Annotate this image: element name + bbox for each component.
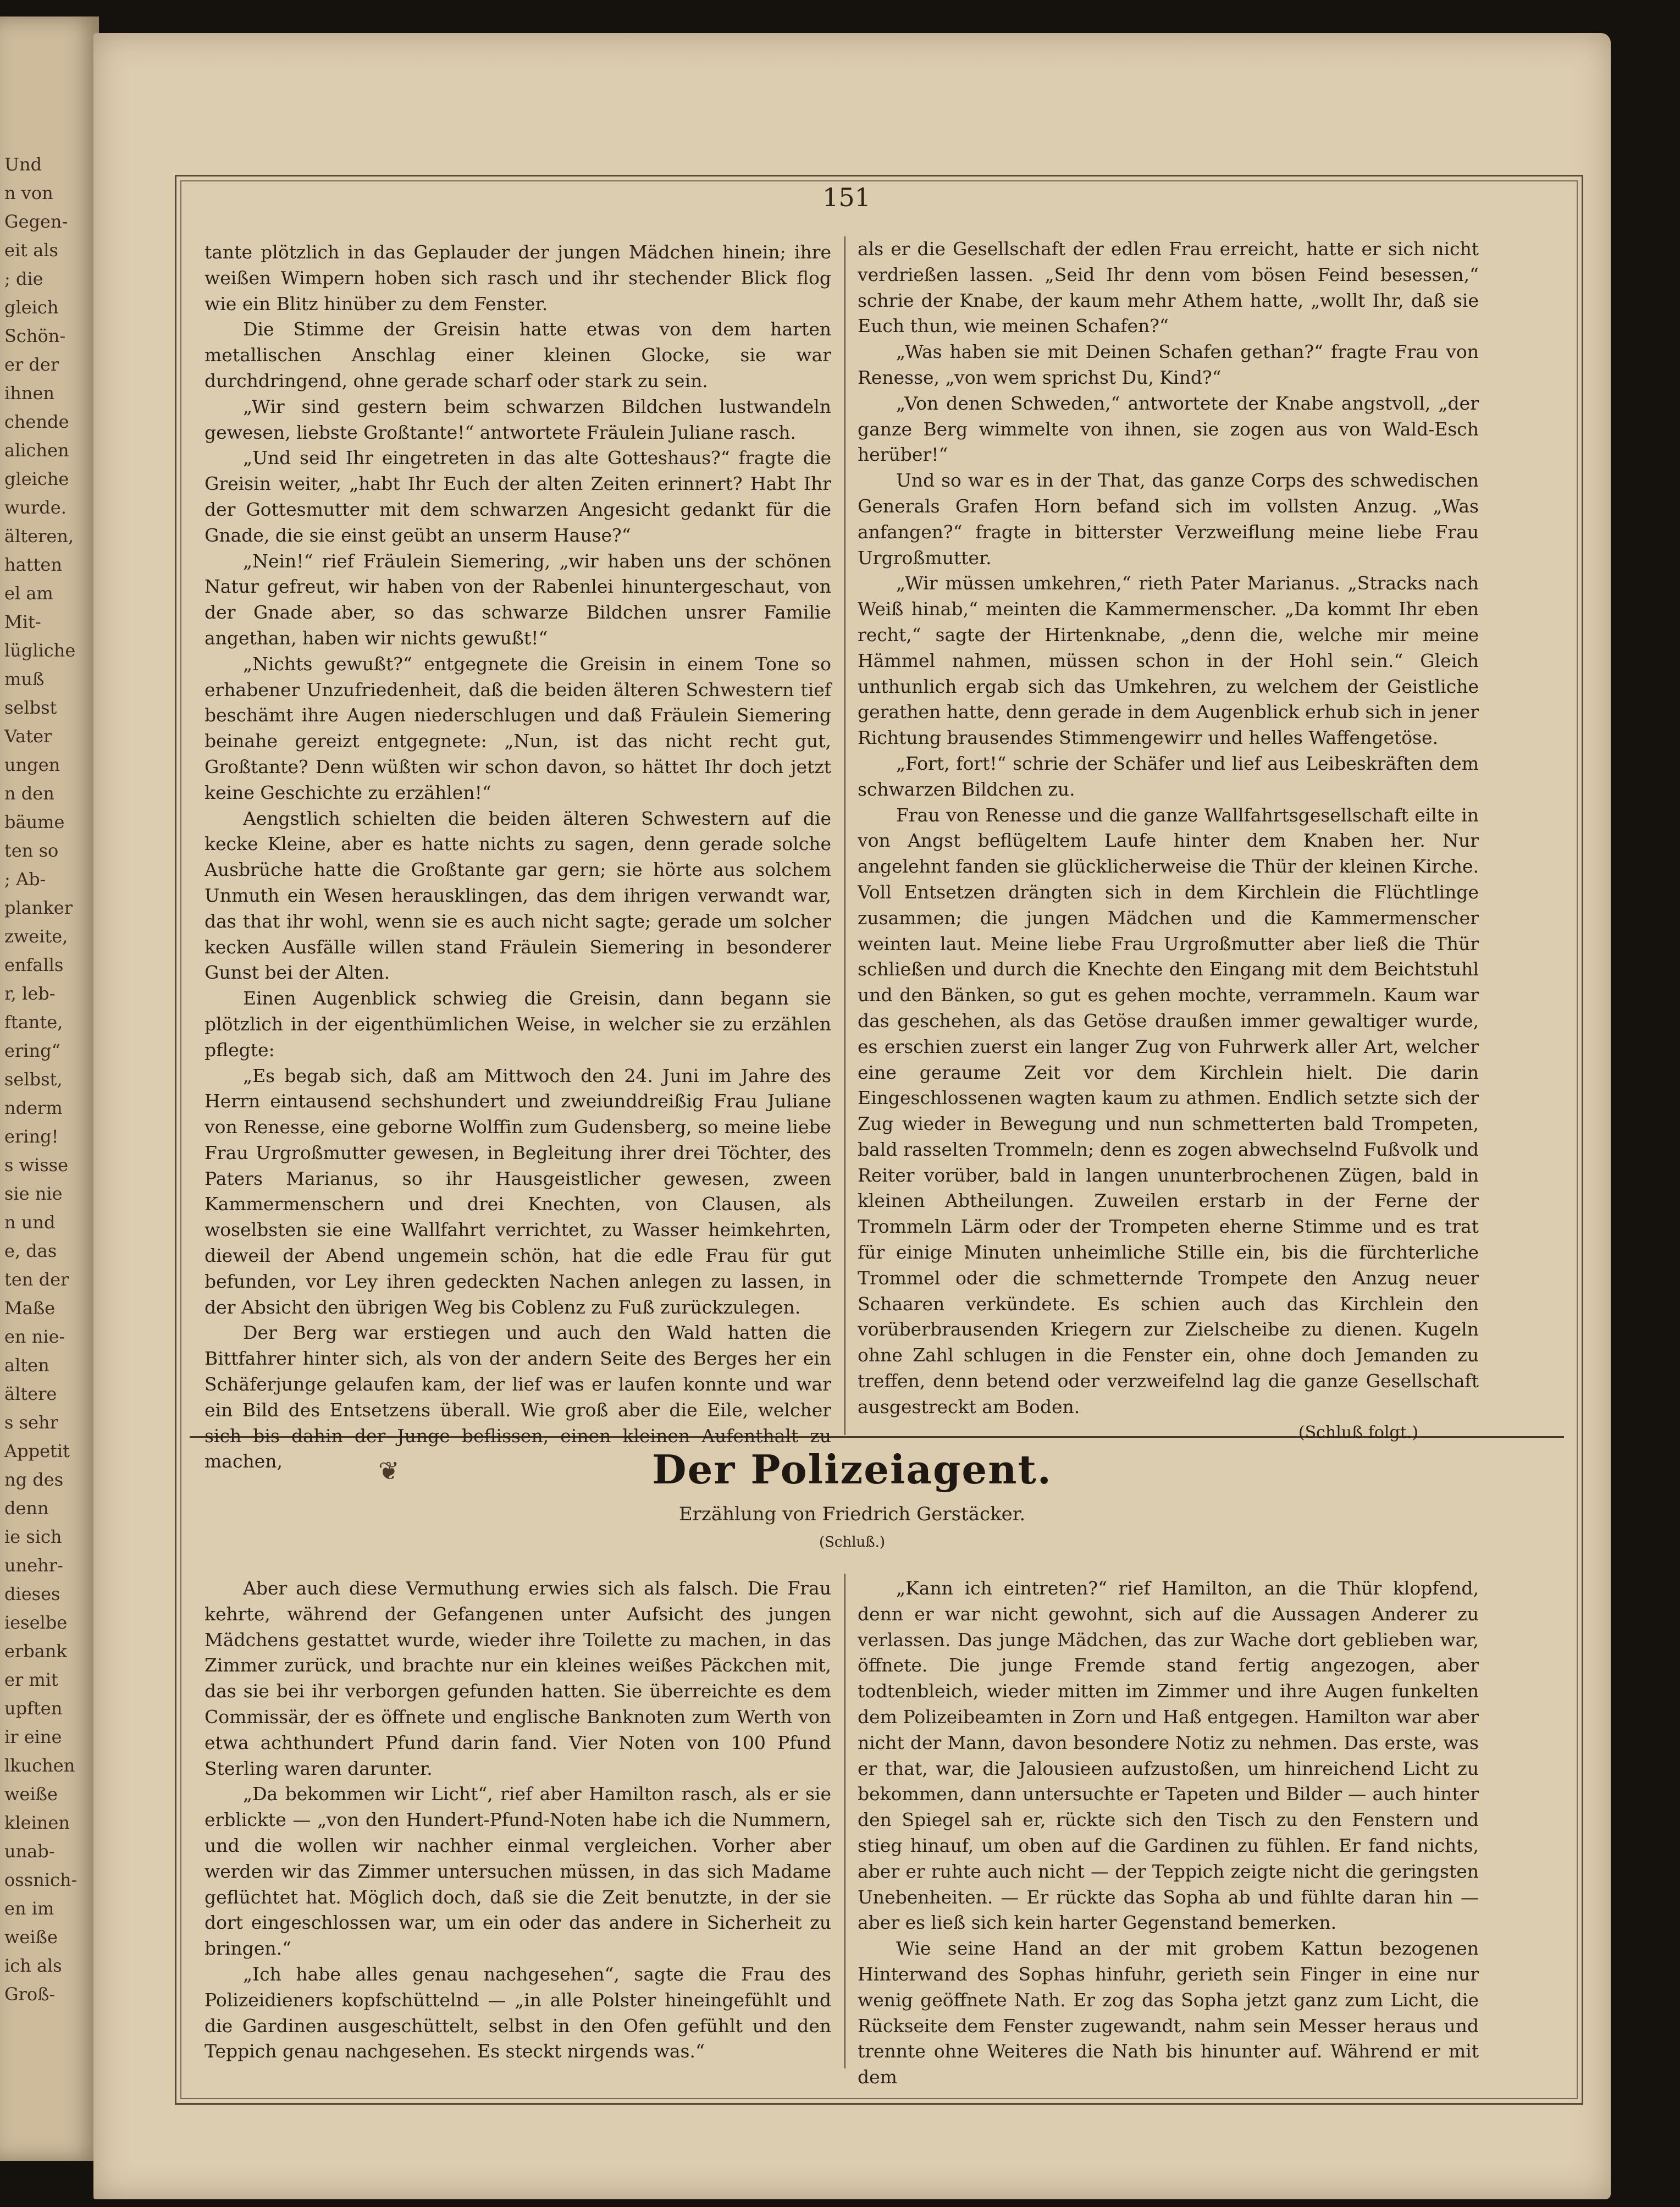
facing-page-fragment: ungen: [4, 754, 60, 775]
facing-page-fragment: kleinen: [4, 1812, 70, 1833]
facing-page-fragment: ng des: [4, 1469, 64, 1490]
facing-page-fragment: muß: [4, 669, 45, 689]
facing-page-fragment: gleiche: [4, 468, 69, 489]
paragraph: „Was haben sie mit Deinen Schafen gethan?“ fragte Frau von Renesse, „von wem sprichst Du, Kind?“: [858, 341, 1479, 388]
facing-page-fragment: sie nie: [4, 1183, 63, 1204]
facing-page-fragment: n den: [4, 783, 54, 804]
facing-page-fragment: upften: [4, 1698, 63, 1719]
facing-page-fragment: Vater: [4, 726, 52, 747]
facing-page-fragment: e, das: [4, 1240, 57, 1261]
paragraph: Einen Augenblick schwieg die Greisin, dann begann sie plötzlich in der eigenthümlichen Weise, in welcher sie zu erzählen pflegte:: [205, 987, 831, 1061]
paragraph: „Ich habe alles genau nachgesehen“, sagte die Frau des Polizeidieners kopfschüttelnd — „in alle Polster hineingefühlt und die Gardinen ausgeschüttelt, selbst in den Ofen gefühlt und den Teppich genau nachgesehen. Es steckt nirgends was.“: [205, 1963, 831, 2062]
facing-page-fragment: chende: [4, 411, 69, 432]
facing-page-fragment: ie sich: [4, 1526, 62, 1547]
facing-page-fragment: ering“: [4, 1040, 60, 1061]
facing-page-fragment: Und: [4, 154, 42, 175]
facing-page-fragment: ten der: [4, 1269, 69, 1290]
paragraph: „Nein!“ rief Fräulein Siemering, „wir haben uns der schönen Natur gefreut, wir haben von der Rabenlei hinuntergeschaut, von der Gnade aber, so das schwarze Bildchen unsrer Familie angethan, haben wir nichts gewußt!“: [205, 550, 831, 649]
facing-page-fragment: unab-: [4, 1841, 55, 1862]
facing-page-fragment: Appetit: [4, 1441, 70, 1461]
facing-page-fragment: zweite,: [4, 926, 68, 947]
facing-page-fragment: er mit: [4, 1669, 58, 1690]
facing-page-fragment: ering!: [4, 1126, 59, 1147]
article-part: (Schluß.): [819, 1534, 886, 1551]
facing-page-fragment: lügliche: [4, 640, 76, 661]
paragraph: Frau von Renesse und die ganze Wallfahrtsgesellschaft eilte in von Angst beflügeltem Laufe hinter dem Knaben her. Nur angelehnt fanden sie glücklicherweise die Thür der kleinen Kirche. Voll Entsetzen drängten sich in dem Kirchlein die Flüchtlinge zusammen; die jungen Mädchen und die Kammermenscher weinten laut. Meine liebe Frau Urgroßmutter aber ließ die Thür schließen und durch die Knechte den Eingang mit dem Beichtstuhl und den Bänken, so gut es gehen mochte, verrammeln. Kaum war das geschehen, als das Getöse draußen immer gewaltiger wurde, es erschien zuerst ein langer Zug von Fuhrwerk aller Art, welcher eine geraume Zeit vor dem Kirchlein hielt. Die darin Eingeschlossenen wagten kaum zu athmen. Endlich setzte sich der Zug wieder in Bewegung und nun schmetterten bald Trompeten, bald rasselten Trommeln; denn es zogen abwechselnd Fußvolk und Reiter vorüber, bald in langen ununterbrochenen Zügen, bald in kleinen Abtheilungen. Zuweilen erstarb in der Ferne der Trommeln Lärm oder der Trompeten eherne Stimme und es trat für einige Minuten unheimliche Stille ein, bis die fürchterliche Trommel oder die schmetternde Trompete den Anzug neuer Schaaren verkündete. Es schien auch das Kirchlein den vorüberbrausenden Kriegern zur Zielscheibe zu dienen. Kugeln ohne Zahl schlugen in die Fenster ein, ohne doch Jemanden zu treffen, denn betend oder verzweifelnd lag die ganze Gesellschaft ausgestreckt am Boden.: [858, 804, 1479, 1417]
facing-page-fragment: unehr-: [4, 1555, 63, 1576]
facing-page-fragment: hatten: [4, 554, 62, 575]
facing-page-fragment: weiße: [4, 1927, 58, 1947]
story2-left-column: [205, 1576, 831, 2065]
facing-page-fragment: alichen: [4, 440, 69, 461]
facing-page-fragment: Schön-: [4, 325, 66, 346]
facing-page-fragment: Groß-: [4, 1984, 56, 2005]
ornament-mark: ❦: [378, 1456, 400, 1486]
paragraph: „Von denen Schweden,“ antwortete der Knabe angstvoll, „der ganze Berg wimmelte von ihnen, sie zogen aus von Wald-Esch herüber!“: [858, 392, 1479, 466]
facing-page-fragment: denn: [4, 1498, 49, 1519]
facing-page-fragment: enfalls: [4, 954, 64, 975]
facing-page-edge: [0, 16, 99, 2161]
facing-page-fragment: Gegen-: [4, 211, 68, 232]
facing-page-fragment: er der: [4, 354, 59, 375]
facing-page-fragment: Maße: [4, 1298, 56, 1318]
facing-page-fragment: n und: [4, 1212, 56, 1233]
facing-page-fragment: ich als: [4, 1955, 62, 1976]
facing-page-fragment: s wisse: [4, 1155, 68, 1176]
facing-page-fragment: lkuchen: [4, 1755, 75, 1776]
column-divider-bottom: [844, 1574, 845, 2068]
story1-right-column: [858, 236, 1479, 1445]
facing-page-fragment: bäume: [4, 812, 65, 832]
facing-page-fragment: dieses: [4, 1583, 60, 1604]
paragraph: „Fort, fort!“ schrie der Schäfer und lief aus Leibeskräften dem schwarzen Bildchen zu.: [858, 752, 1479, 800]
page-number: 151: [822, 183, 871, 212]
facing-page-fragment: n von: [4, 183, 53, 203]
column-divider-top: [844, 236, 845, 1435]
paragraph: „Kann ich eintreten?“ rief Hamilton, an die Thür klopfend, denn er war nicht gewohnt, sich auf die Aussagen Anderer zu verlassen. Das junge Mädchen, das zur Wache dort geblieben war, öffnete. Die junge Fremde stand fertig angezogen, aber todtenbleich, wieder mitten im Zimmer und ihre Augen funkelten dem Polizeibeamten in Zorn und Haß entgegen. Hamilton war aber nicht der Mann, davon besondere Notiz zu nehmen. Das erste, was er that, war, die Jalousieen aufzustoßen, um hinreichend Licht zu bekommen, dann untersuchte er Tapeten und Bilder — auch hinter den Spiegel sah er, rückte sich den Tisch zu den Fenstern und stieg hinauf, um oben auf die Gardinen zu fühlen. Er fand nichts, aber er ruhte auch nicht — der Teppich zeigte nicht die geringsten Unebenheiten. — Er rückte das Sopha ab und fühlte daran hin — aber es ließ sich kein harter Gegenstand bemerken.: [858, 1577, 1479, 1934]
facing-page-fragment: ossnich-: [4, 1869, 78, 1890]
paragraph: tante plötzlich in das Geplauder der jungen Mädchen hinein; ihre weißen Wimpern hoben sich rasch und ihr stechender Blick flog wie ein Blitz hinüber zu dem Fenster.: [205, 241, 831, 315]
paragraph: Aber auch diese Vermuthung erwies sich als falsch. Die Frau kehrte, während der Gefangenen unter Aufsicht des jungen Mädchens gestattet wurde, wieder ihre Toilette zu machen, in das Zimmer zurück, und brachte nur ein kleines weißes Päckchen mit, das sie bei ihr verborgen gefunden hatten. Sie überreichte es dem Commissär, der es öffnete und englische Banknoten zum Werth von etwa achthundert Pfund darin fand. Vier Noten von 100 Pfund Sterling waren darunter.: [205, 1577, 831, 1779]
facing-page-fragment: selbst,: [4, 1069, 63, 1090]
facing-page-fragment: s sehr: [4, 1412, 58, 1433]
paragraph: Die Stimme der Greisin hatte etwas von dem harten metallischen Anschlag einer kleinen Glocke, sie war durchdringend, ohne gerade scharf oder stark zu sein.: [205, 318, 831, 391]
paragraph: als er die Gesellschaft der edlen Frau erreicht, hatte er sich nicht verdrießen lassen. „Seid Ihr denn vom bösen Feind besessen,“ schrie der Knabe, der kaum mehr Athem hatte, „wollt Ihr, daß sie Euch thun, wie meinen Schafen?“: [858, 238, 1479, 337]
facing-page-fragment: erbank: [4, 1641, 67, 1662]
article-title: Der Polizeiagent.: [652, 1446, 1052, 1493]
paragraph: „Wir sind gestern beim schwarzen Bildchen lustwandeln gewesen, liebste Großtante!“ antwortete Fräulein Juliane rasch.: [205, 395, 831, 443]
paragraph: Aengstlich schielten die beiden älteren Schwestern auf die kecke Kleine, aber es hatte nichts zu sagen, denn gerade solche Ausbrüche hatte die Großtante gar gern; sie hörte aus solchem Unmuth ein Wesen herausklingen, das dem ihrigen verwandt war, das that ihr wohl, wenn sie es auch nicht sagte; gerade um solcher kecken Ausfälle willen stand Fräulein Siemering in besonderer Gunst bei der Alten.: [205, 807, 831, 984]
facing-page-fragment: ältere: [4, 1383, 57, 1404]
paragraph: „Nichts gewußt?“ entgegnete die Greisin in einem Tone so erhabener Unzufriedenheit, daß die beiden älteren Schwestern tief beschämt ihre Augen niederschlugen und daß Fräulein Siemering beinahe gereizt entgegnete: „Nun, ist das nicht recht gut, Großtante? Denn wüßten wir schon davon, so hättet Ihr doch jetzt keine Geschichte zu erzählen!“: [205, 653, 831, 803]
paragraph: Der Berg war erstiegen und auch den Wald hatten die Bittfahrer hinter sich, als von der andern Seite des Berges her ein Schäferjunge gelaufen kam, der lief was er laufen konnte und war ein Bild des Entsetzens überall. Wie groß aber die Eile, welcher sich bis dahin der Junge beflissen, einen kleinen Aufenthalt zu machen,: [205, 1322, 831, 1472]
facing-page-fragment: ftante,: [4, 1012, 63, 1033]
facing-page-fragment: ihnen: [4, 383, 54, 404]
paragraph: „Es begab sich, daß am Mittwoch den 24. Juni im Jahre des Herrn eintausend sechshundert und zweiunddreißig Frau Juliane von Renesse, eine geborne Wolffin zum Gudensberg, so meine liebe Frau Urgroßmutter gewesen, in Begleitung ihrer drei Töchter, des Paters Marianus, so ihr Hausgeistlicher gewesen, zween Kammermenschern und drei Knechten, von Clausen, als woselbsten sie eine Wallfahrt verrichtet, zu Wasser heimkehrten, dieweil der Abend ungemein schön, hat die edle Frau für gut befunden, vor Ley ihren gedeckten Nachen anlegen zu lassen, in der Absicht den übrigen Weg bis Coblenz zu Fuß zurückzulegen.: [205, 1064, 831, 1318]
facing-page-fragment: ieselbe: [4, 1612, 68, 1633]
facing-page-fragment: Mit-: [4, 611, 41, 632]
facing-page-fragment: ir eine: [4, 1726, 62, 1747]
facing-page-fragment: eit als: [4, 240, 58, 261]
paragraph: Und so war es in der That, das ganze Corps des schwedischen Generals Grafen Horn befand sich im vollsten Anzug. „Was anfangen?“ fragte in bitterster Verzweiflung meine liebe Frau Urgroßmutter.: [858, 470, 1479, 569]
facing-page-fragment: weiße: [4, 1784, 58, 1805]
facing-page-fragment: r, leb-: [4, 983, 56, 1004]
facing-page-fragment: ; Ab-: [4, 869, 46, 890]
facing-page-fragment: wurde.: [4, 497, 67, 518]
article-byline: Erzählung von Friedrich Gerstäcker.: [678, 1503, 1026, 1525]
paragraph: „Da bekommen wir Licht“, rief aber Hamilton rasch, als er sie erblickte — „von den Hundert-Pfund-Noten habe ich die Nummern, und die wollen wir nachher einmal vergleichen. Vorher aber werden wir das Zimmer untersuchen müssen, in das sich Madame geflüchtet hat. Möglich doch, daß sie die Zeit benutzte, in der sie dort eingeschlossen war, um ein oder das andere in Sicherheit zu bringen.“: [205, 1783, 831, 1960]
continuation-note: (Schluß folgt.): [1298, 1422, 1418, 1442]
paragraph: „Wir müssen umkehren,“ rieth Pater Marianus. „Stracks nach Weiß hinab,“ meinten die Kammermenscher. „Da kommt Ihr eben recht,“ sagte der Hirtenknabe, „denn die, welche mir meine Hämmel nahmen, müssen schon in der Hohl sein.“ Gleich unthunlich ergab sich das Umkehren, zu welchem der Geistliche gerathen hatte, denn gerade in dem Augenblick erhub sich in jener Richtung brausendes Stimmengewirr und helles Waffengetöse.: [858, 572, 1479, 749]
facing-page-fragment: en nie-: [4, 1326, 65, 1347]
facing-page-fragment: nderm: [4, 1097, 63, 1118]
facing-page-fragment: en im: [4, 1898, 54, 1919]
facing-page-fragment: selbst: [4, 697, 57, 718]
facing-page-fragment: älteren,: [4, 526, 74, 547]
facing-page-fragment: ; die: [4, 268, 43, 289]
facing-page-fragment: alten: [4, 1355, 49, 1376]
paragraph: „Und seid Ihr eingetreten in das alte Gotteshaus?“ fragte die Greisin weiter, „habt Ihr Euch der alten Zeiten erinnert? Habt Ihr der Gottesmutter mit dem schwarzen Angesicht gedankt für die Gnade, die sie einst geübt an unserm Hause?“: [205, 447, 831, 546]
facing-page-fragment: el am: [4, 583, 53, 604]
facing-page-fragment: gleich: [4, 297, 59, 318]
story1-left-column: [205, 240, 831, 1475]
paragraph: Wie seine Hand an der mit grobem Kattun bezogenen Hinterwand des Sophas hinfuhr, gerieth sein Finger in eine nur wenig geöffnete Nath. Er zog das Sopha jetzt ganz zum Licht, die Rückseite dem Fenster zugewandt, nahm sein Messer heraus und trennte ohne Weiteres die Nath bis hinunter auf. Während er mit dem: [858, 1938, 1479, 2088]
story2-right-column: [858, 1576, 1479, 2090]
facing-page-fragment: planker: [4, 897, 73, 918]
facing-page-fragment: ten so: [4, 840, 59, 861]
